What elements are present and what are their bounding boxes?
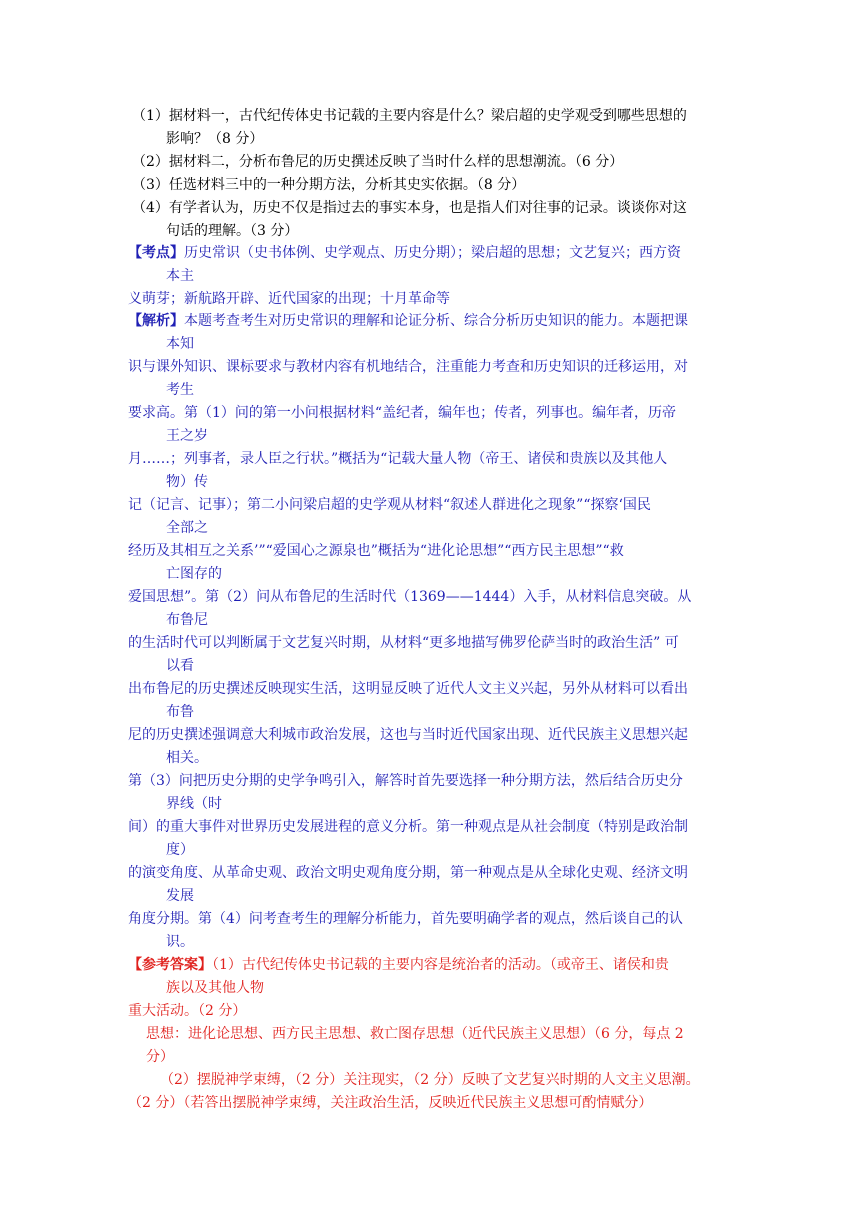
jiexi-line-5: 要求高。第（1）问的第一小问根据材料“盖纪者，编年也；传者，列事也。编年者，历帝 [128, 405, 677, 421]
jiexi-line-11: 经历及其相互之关系’”“爱国心之源泉也”概括为“进化论思想”“西方民主思想”“救 [128, 543, 624, 559]
kaodian-line-3: 义萌芽；新航路开辟、近代国家的出现；十月革命等 [128, 291, 450, 307]
jiexi-line-12: 亡图存的 [166, 566, 222, 582]
jiexi-text: 本题考查考生对历史常识的理解和论证分析、综合分析历史知识的能力。本题把课 [184, 313, 688, 329]
jiexi-line-20: 相关。 [166, 750, 208, 766]
jiexi-line-28: 识。 [166, 934, 194, 950]
jiexi-line-14: 布鲁尼 [166, 612, 208, 628]
answer-tag: 【参考答案】 [128, 957, 212, 973]
jiexi-line-22: 界线（时 [166, 796, 222, 812]
jiexi-line-13: 爱国思想”。第（2）问从布鲁尼的生活时代（1369——1444）入手，从材料信息突破。从 [128, 589, 692, 605]
jiexi-line-24: 度） [166, 842, 194, 858]
kaodian-line-2: 本主 [166, 268, 194, 284]
question-4-line-2: 句话的理解。（3 分） [166, 223, 299, 239]
answer-line-7: （2 分）（若答出摆脱神学束缚，关注政治生活，反映近代民族主义思想可酌情赋分） [128, 1095, 653, 1111]
jiexi-line-19: 尼的历史撰述强调意大利城市政治发展，这也与当时近代国家出现、近代民族主义思想兴起 [128, 727, 688, 743]
jiexi-line-1 [128, 311, 688, 333]
jiexi-line-18: 布鲁 [166, 704, 194, 720]
kaodian-text: 历史常识（史书体例、史学观点、历史分期）；梁启超的思想；文艺复兴；西方资 [184, 245, 681, 261]
question-2: （2）据材料二，分析布鲁尼的历史撰述反映了当时什么样的思想潮流。（6 分） [132, 154, 624, 170]
jiexi-line-3: 识与课外知识、课标要求与教材内容有机地结合，注重能力考查和历史知识的迁移运用，对 [128, 359, 688, 375]
jiexi-line-27: 角度分期。第（4）问考查考生的理解分析能力，首先要明确学者的观点，然后谈自己的认 [128, 911, 683, 927]
jiexi-line-17: 出布鲁尼的历史撰述反映现实生活，这明显反映了近代人文主义兴起，另外从材料可以看出 [128, 681, 688, 697]
question-1-line-1: （1）据材料一，古代纪传体史书记载的主要内容是什么？梁启超的史学观受到哪些思想的 [132, 108, 687, 124]
answer-line-6: （2）摆脱神学束缚，（2 分）关注现实，（2 分）反映了文艺复兴时期的人文主义思潮。 [160, 1072, 700, 1088]
answer-line-5: 分） [146, 1049, 174, 1065]
answer-line-3: 重大活动。（2 分） [128, 1003, 247, 1019]
jiexi-line-8: 物）传 [166, 474, 208, 490]
jiexi-line-26: 发展 [166, 888, 194, 904]
jiexi-line-6: 王之岁 [166, 428, 208, 444]
jiexi-line-2: 本知 [166, 336, 194, 352]
kaodian-line-1 [128, 243, 681, 265]
question-1-line-2: 影响？（8 分） [166, 131, 264, 147]
jiexi-line-4: 考生 [166, 382, 194, 398]
kaodian-tag: 【考点】 [128, 245, 184, 261]
answer-text: （1）古代纪传体史书记载的主要内容是统治者的活动。（或帝王、诸侯和贵 [212, 957, 669, 973]
jiexi-line-21: 第（3）问把历史分期的史学争鸣引入，解答时首先要选择一种分期方法，然后结合历史分 [128, 773, 683, 789]
answer-line-4: 思想：进化论思想、西方民主思想、救亡图存思想（近代民族主义思想）（6 分，每点 2 [146, 1026, 684, 1042]
answer-line-2: 族以及其他人物 [166, 980, 264, 996]
jiexi-tag: 【解析】 [128, 313, 184, 329]
question-4-line-1: （4）有学者认为，历史不仅是指过去的事实本身，也是指人们对往事的记录。谈谈你对这 [132, 200, 687, 216]
jiexi-line-25: 的演变角度、从革命史观、政治文明史观角度分期，第一种观点是从全球化史观、经济文明 [128, 865, 688, 881]
question-3: （3）任选材料三中的一种分期方法，分析其史实依据。（8 分） [132, 177, 526, 193]
jiexi-line-16: 以看 [166, 658, 194, 674]
jiexi-line-9: 记（记言、记事）；第二小问梁启超的史学观从材料“叙述人群进化之现象”“探察‘国民 [128, 497, 651, 513]
jiexi-line-7: 月……；列事者，录人臣之行状。”概括为“记载大量人物（帝王、诸侯和贵族以及其他人 [128, 451, 668, 467]
answer-line-1 [128, 955, 669, 977]
jiexi-line-15: 的生活时代可以判断属于文艺复兴时期，从材料“更多地描写佛罗伦萨当时的政治生活” 可 [128, 635, 679, 651]
jiexi-line-23: 间）的重大事件对世界历史发展进程的意义分析。第一种观点是从社会制度（特别是政治制 [128, 819, 688, 835]
jiexi-line-10: 全部之 [166, 520, 208, 536]
